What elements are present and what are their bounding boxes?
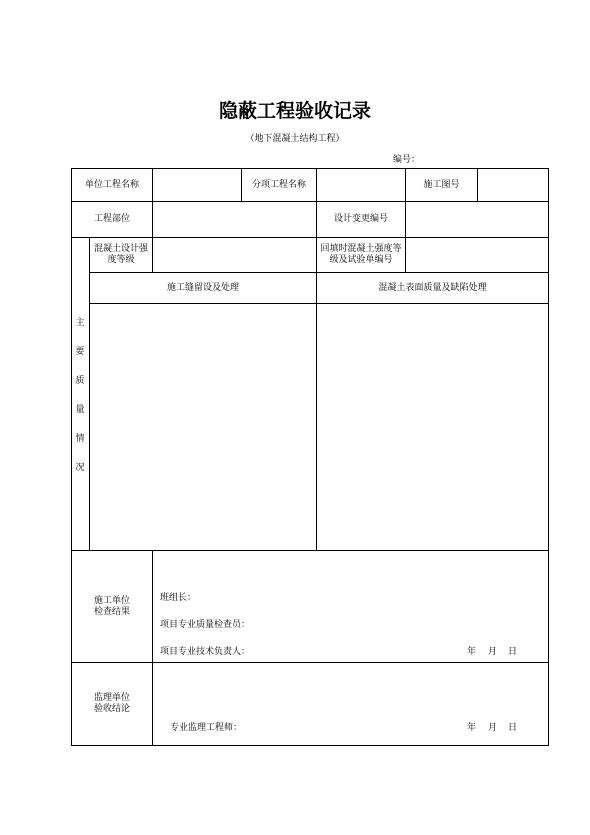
concrete-grade-label-line-1: 混凝土设计强 xyxy=(93,244,148,254)
construction-unit-label xyxy=(72,551,152,662)
design-change-label: 设计变更编号 xyxy=(333,214,388,224)
supervision-date-year: 年 xyxy=(467,723,477,733)
construction-unit-label-line-2: 检查结果 xyxy=(93,606,130,617)
supervision-unit-label-line-1: 监理单位 xyxy=(93,693,130,703)
surface-quality-content[interactable] xyxy=(317,304,548,550)
surface-quality-header: 混凝土表面质量及缺陷处理 xyxy=(378,282,487,293)
document-title: 隐蔽工程验收记录 xyxy=(218,100,371,122)
drawing-number-field[interactable] xyxy=(478,169,548,201)
unit-project-field[interactable] xyxy=(153,169,241,201)
project-section-field[interactable] xyxy=(153,202,316,237)
construction-joint-content[interactable] xyxy=(90,304,316,550)
project-section-label: 工程部位 xyxy=(93,214,130,224)
main-quality-char-6: 况 xyxy=(75,463,85,473)
supervision-engineer-label: 专业监理工程师： xyxy=(170,723,243,733)
document-subtitle: （地下混凝土结构工程） xyxy=(245,134,345,144)
concrete-grade-label-line-2: 度等级 xyxy=(107,255,135,265)
main-quality-char-1: 主 xyxy=(75,318,85,328)
backfill-label-line-2: 级及试验单编号 xyxy=(329,255,393,265)
construction-unit-label-line-1: 施工单位 xyxy=(93,595,130,606)
drawing-number-label: 施工图号 xyxy=(423,179,460,190)
concrete-grade-field[interactable] xyxy=(153,238,316,272)
design-change-field[interactable] xyxy=(406,202,548,237)
serial-number-label: 编号： xyxy=(393,155,421,165)
main-quality-char-3: 质 xyxy=(75,376,85,386)
backfill-label xyxy=(317,238,405,272)
quality-inspector-label: 项目专业质量检查员： xyxy=(160,620,251,630)
technical-lead-label: 项目专业技术负责人： xyxy=(160,647,251,657)
team-leader-label: 班组长： xyxy=(160,593,197,603)
supervision-unit-label xyxy=(72,663,152,745)
supervision-unit-label-line-2: 验收结论 xyxy=(93,704,130,714)
backfill-label-line-1: 回填时混凝土强度等 xyxy=(320,244,402,254)
construction-date-day: 日 xyxy=(508,647,518,657)
construction-date-month: 月 xyxy=(488,647,498,657)
supervision-date-day: 日 xyxy=(508,723,518,733)
construction-date-year: 年 xyxy=(467,647,477,657)
main-quality-char-2: 要 xyxy=(75,347,85,357)
concrete-grade-label xyxy=(90,238,152,272)
backfill-field[interactable] xyxy=(406,238,548,272)
sub-project-label: 分项工程名称 xyxy=(251,179,306,190)
main-quality-char-4: 量 xyxy=(75,405,85,415)
unit-project-label: 单位工程名称 xyxy=(84,179,139,190)
construction-joint-header: 施工缝留设及处理 xyxy=(166,282,239,293)
supervision-date-month: 月 xyxy=(488,723,498,733)
sub-project-field[interactable] xyxy=(317,169,405,201)
main-quality-char-5: 情 xyxy=(75,434,85,444)
